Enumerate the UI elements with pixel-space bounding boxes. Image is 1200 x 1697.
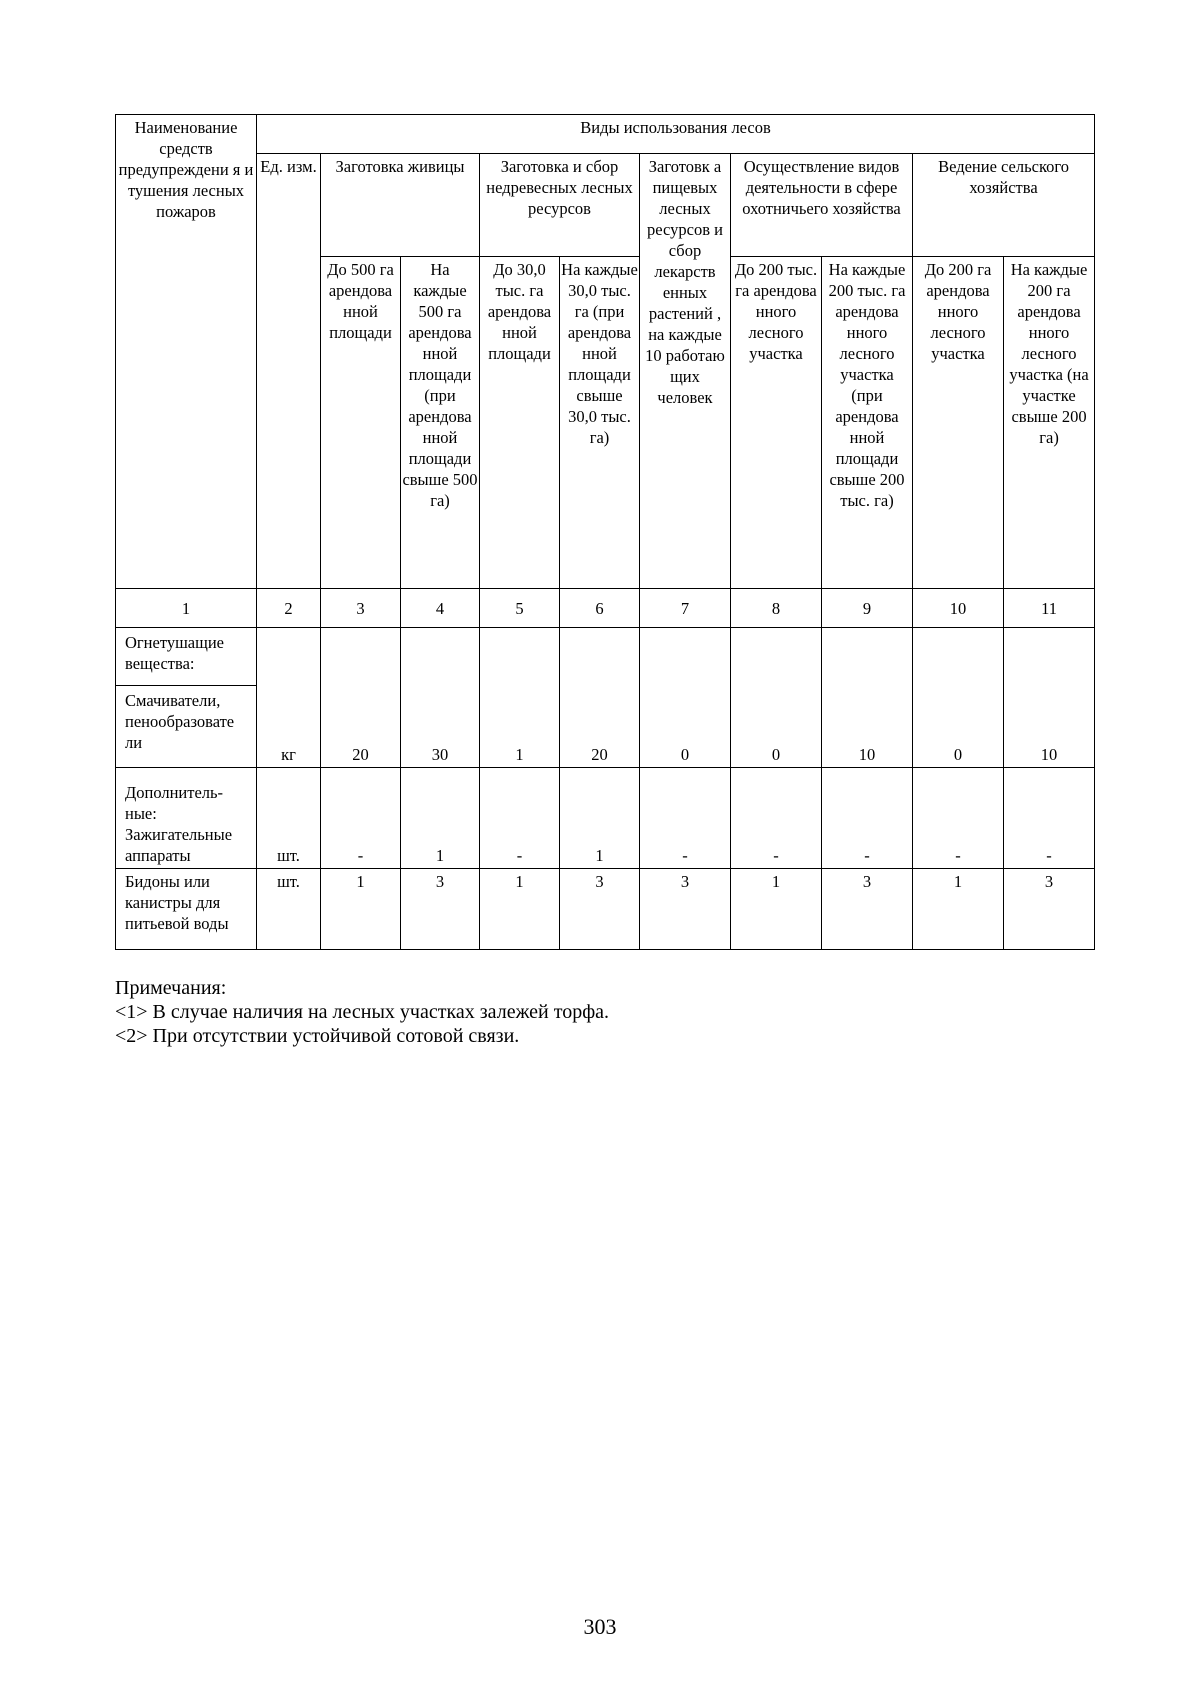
value-cell: - [1004,768,1095,869]
column-number: 2 [257,589,321,628]
value-cell: 3 [401,869,480,950]
value-cell: 1 [401,768,480,869]
fire-equipment-table [115,114,1095,950]
header-group-food: Заготовк а пищевых лесных ресурсов и сбор лекарств енных растений , на каждые 10 работаю щих человек [640,154,731,589]
header-group-title: Виды использования лесов [257,115,1095,154]
header-col-8: До 200 тыс. га арендова нного лесного участка [731,257,822,589]
value-cell: - [480,768,560,869]
column-number: 11 [1004,589,1095,628]
value-cell: - [822,768,913,869]
header-unit-col: Ед. изм. [257,154,321,589]
header-group-resin: Заготовка живицы [321,154,480,257]
note-item: <2> При отсутствии устойчивой сотовой связи. [115,1025,520,1047]
header-group-hunting: Осуществление видов деятельности в сфере охотничьего хозяйства [731,154,913,257]
notes-title: Примечания: [115,977,227,999]
header-col-3: До 500 га арендова нной площади [321,257,401,589]
value-cell: 20 [560,628,640,768]
column-number: 4 [401,589,480,628]
table-row-extinguishing-agents [116,628,1095,768]
table-row-ignition-devices [116,768,1095,869]
column-number: 10 [913,589,1004,628]
unit-cell: шт. [257,869,321,950]
column-number: 5 [480,589,560,628]
header-group-agriculture: Ведение сельского хозяйства [913,154,1095,257]
column-number-row [116,589,1095,628]
header-col-9: На каждые 200 тыс. га арендова нного лесного участка (при арендова нной площади свыше 200 тыс. га) [822,257,913,589]
table-row-water-cans [116,869,1095,950]
value-cell: 1 [480,869,560,950]
header-group-nonwood: Заготовка и сбор недревесных лесных ресурсов [480,154,640,257]
value-cell: - [913,768,1004,869]
value-cell: 3 [822,869,913,950]
value-cell: 3 [640,869,731,950]
value-cell: 1 [480,628,560,768]
value-cell: 30 [401,628,480,768]
value-cell: 0 [913,628,1004,768]
header-col-10: До 200 га арендова нного лесного участка [913,257,1004,589]
row-name: Бидоны или канистры для питьевой воды [116,869,257,950]
value-cell: 3 [1004,869,1095,950]
note-item: <1> В случае наличия на лесных участках залежей торфа. [115,1001,610,1023]
value-cell: - [321,768,401,869]
column-number: 9 [822,589,913,628]
column-number: 6 [560,589,640,628]
row-name-cell [116,628,257,768]
column-number: 1 [116,589,257,628]
value-cell: 3 [560,869,640,950]
notes-section [115,976,1089,1048]
value-cell: 10 [1004,628,1095,768]
header-row-1 [116,115,1095,154]
column-number: 7 [640,589,731,628]
unit-cell: шт. [257,768,321,869]
header-name-col: Наименование средств предупреждени я и тушения лесных пожаров [116,115,257,589]
value-cell: 20 [321,628,401,768]
value-cell: 1 [321,869,401,950]
value-cell: 0 [731,628,822,768]
header-col-5: До 30,0 тыс. га арендова нной площади [480,257,560,589]
header-col-4: На каждые 500 га арендова нной площади (при арендова нной площади свыше 500 га) [401,257,480,589]
header-row-2 [116,154,1095,257]
page-number: 303 [583,1614,617,1639]
header-col-11: На каждые 200 га арендова нного лесного участка (на участке свыше 200 га) [1004,257,1095,589]
row-name-item: Смачиватели, пенообразовате ли [116,685,256,757]
value-cell: 0 [640,628,731,768]
header-col-6: На каждые 30,0 тыс. га (при арендова нной площади свыше 30,0 тыс. га) [560,257,640,589]
value-cell: - [640,768,731,869]
unit-cell: кг [257,628,321,768]
row-name-category: Огнетушащие вещества: [125,633,224,673]
value-cell: 1 [560,768,640,869]
column-number: 8 [731,589,822,628]
value-cell: 1 [731,869,822,950]
value-cell: 10 [822,628,913,768]
column-number: 3 [321,589,401,628]
value-cell: 1 [913,869,1004,950]
row-name: Дополнитель- ные: Зажигательные аппараты [116,768,257,869]
value-cell: - [731,768,822,869]
